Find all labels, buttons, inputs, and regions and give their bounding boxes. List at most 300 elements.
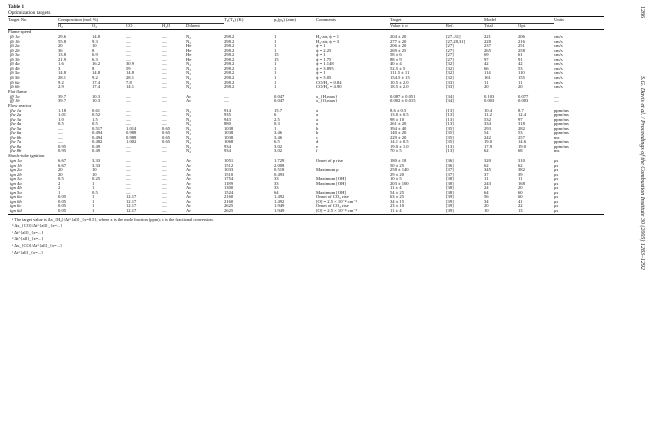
table-cell: 11 bbox=[518, 177, 523, 182]
table-cell: 204 ± 20 bbox=[390, 35, 407, 40]
table-cell: N₂ bbox=[186, 126, 191, 131]
table-cell: 1.729 bbox=[274, 158, 285, 163]
table-cell: 229 ± 20 bbox=[390, 135, 407, 140]
table-cell: 11 bbox=[484, 177, 489, 182]
table-cell: 33 bbox=[274, 177, 279, 182]
table-cell: 3.33 bbox=[92, 163, 101, 168]
table-cell: 0.05 bbox=[58, 209, 92, 214]
table-cell: [27] bbox=[446, 44, 454, 49]
table-cell: — bbox=[126, 181, 131, 186]
table-cell: He bbox=[186, 44, 192, 49]
table-cell: 277 ± 20 bbox=[390, 39, 407, 44]
table-cell: N₂ bbox=[186, 122, 191, 127]
header-composition: Composition (mol %) bbox=[58, 17, 224, 24]
table-cell: 14.8 bbox=[58, 71, 67, 76]
table-cell: flw 2a bbox=[10, 113, 22, 118]
table-cell: 0.65 bbox=[162, 126, 171, 131]
table-cell: 66 bbox=[484, 66, 489, 71]
header-target-no: Target No. bbox=[8, 17, 58, 24]
table-cell: [38] bbox=[446, 186, 454, 191]
header-t5: T₅(T₀) (K) bbox=[224, 17, 274, 24]
table-cell: 1033 bbox=[224, 168, 234, 173]
table-cell: 41 bbox=[518, 199, 523, 204]
table-cell: — bbox=[126, 44, 131, 49]
table-cell: flt 4b bbox=[10, 66, 20, 71]
table-cell: Ar bbox=[186, 209, 224, 214]
table-cell: 15 bbox=[274, 57, 279, 62]
table-cell: 1 bbox=[92, 195, 95, 200]
table-cell: a bbox=[316, 122, 319, 127]
header-target-value: Value ± σ bbox=[390, 23, 446, 30]
table-body bbox=[8, 30, 604, 214]
table-cell: 140 ± 20 bbox=[390, 131, 407, 136]
table-cell: 298.2 bbox=[224, 85, 235, 90]
table-cell: 2625 bbox=[224, 204, 234, 209]
table-cell: Ar bbox=[186, 204, 191, 209]
table-cell: 3 bbox=[58, 66, 61, 71]
table-cell: 91 bbox=[518, 57, 523, 62]
table-cell: 0.05 bbox=[58, 195, 67, 200]
table-cell: [O] = 2.5 × 10⁻⁴ cm⁻³ bbox=[316, 209, 390, 214]
table-cell: 3.02 bbox=[274, 149, 283, 154]
table-cell: — bbox=[58, 135, 63, 140]
table-cell: 68 bbox=[518, 149, 523, 154]
table-cell: 180 ± 18 bbox=[390, 158, 407, 163]
table-cell: N₂ bbox=[186, 35, 191, 40]
table-cell: N₂ bbox=[186, 80, 191, 85]
table-cell: 6.9 bbox=[92, 53, 98, 58]
table-cell: 6 bbox=[274, 113, 277, 118]
table-cell: He bbox=[186, 48, 192, 53]
table-cell: 0.5 bbox=[92, 122, 98, 127]
table-cell: 216 bbox=[518, 39, 525, 44]
table-cell: 61 bbox=[518, 53, 523, 58]
table-cell: — bbox=[126, 53, 131, 58]
table-cell: 1.002 bbox=[126, 140, 137, 145]
table-cell: — bbox=[162, 204, 167, 209]
table-cell: 8.7 bbox=[518, 108, 524, 113]
table-cell: 1.18 bbox=[58, 108, 67, 113]
table-cell: d bbox=[316, 140, 319, 145]
table-cell: 0.087 ± 0.051 bbox=[390, 94, 416, 99]
table-cell: — bbox=[162, 53, 167, 58]
table-cell: 0.5 bbox=[58, 177, 64, 182]
header-comments: Comments bbox=[316, 17, 390, 24]
table-cell: 0.65 bbox=[162, 131, 171, 136]
table-cell: 0.5 bbox=[58, 122, 64, 127]
table-cell: 29 ± 20 bbox=[390, 172, 405, 177]
table-cell: ppm/ms bbox=[554, 126, 569, 131]
table-cell: Ar bbox=[186, 158, 191, 163]
table-cell: 9.2 bbox=[58, 80, 64, 85]
table-cell: 1 bbox=[274, 126, 277, 131]
table-cell: 310 bbox=[518, 158, 525, 163]
table-cell: 14.8 bbox=[92, 35, 101, 40]
table-cell: 59 bbox=[126, 66, 131, 71]
table-cell: 155 bbox=[518, 75, 525, 80]
table-cell: — bbox=[126, 168, 131, 173]
table-cell: — bbox=[126, 122, 131, 127]
table-cell: 298.2 bbox=[224, 57, 235, 62]
table-cell: cm/s bbox=[554, 80, 563, 85]
table-cell: 34 ± 15 bbox=[390, 199, 405, 204]
table-cell: 70 ± 5 bbox=[390, 149, 402, 154]
table-cell: 1068 bbox=[224, 140, 234, 145]
table-cell: flw 5a bbox=[10, 126, 22, 131]
table-cell: 111.5 ± 11 bbox=[390, 71, 410, 76]
table-cell: 1038 bbox=[224, 131, 234, 136]
header-opt: Opt. bbox=[518, 23, 554, 30]
table-cell: — bbox=[162, 168, 167, 173]
table-cell: flt 3b bbox=[10, 57, 20, 62]
table-cell: ppm/ms bbox=[554, 131, 569, 136]
table-cell: — bbox=[126, 163, 131, 168]
table-cell: — bbox=[58, 126, 63, 131]
table-cell: — bbox=[126, 99, 131, 104]
table-cell: 0.5 bbox=[92, 190, 98, 195]
table-cell: 114 bbox=[484, 71, 491, 76]
table-cell: 6.5 bbox=[274, 140, 280, 145]
table-cell: 0.61 bbox=[92, 108, 101, 113]
table-cell: — bbox=[224, 94, 229, 99]
table-cell: 0.49 bbox=[92, 149, 101, 154]
table-cell: 258 bbox=[518, 48, 525, 53]
page-number: 1286 bbox=[639, 6, 645, 18]
table-cell: 16.2 bbox=[92, 62, 101, 67]
table-cell: 0.482 bbox=[92, 140, 103, 145]
table-cell: a bbox=[316, 108, 319, 113]
table-caption bbox=[8, 4, 604, 16]
table-cell: 58 ± 6 bbox=[390, 53, 402, 58]
table-cell: 318 bbox=[518, 122, 525, 127]
table-cell: — bbox=[162, 85, 167, 90]
section-title: Flow reactor bbox=[8, 103, 32, 109]
table-cell: 1 bbox=[92, 204, 95, 209]
table-page bbox=[8, 4, 604, 256]
table-cell: [38] bbox=[446, 181, 454, 186]
footnote: ᵇ Δx_{CO}/Δt^{all}_{x=...} bbox=[12, 223, 63, 229]
table-cell: flw 6b bbox=[10, 135, 22, 140]
table-cell: 0.05 bbox=[58, 204, 67, 209]
table-cell: 257 bbox=[518, 135, 525, 140]
table-cell: [32] bbox=[446, 66, 454, 71]
table-cell: 0.65 bbox=[162, 135, 171, 140]
table-cell: μs bbox=[554, 209, 604, 214]
table-cell: — bbox=[126, 149, 131, 154]
footnote: ᵃ The target value is Δx_{H₂}/Δt^{all}_{x=0.5}, where x is the mole fraction (ppm); c is the fractional conversion. bbox=[12, 216, 214, 222]
table-cell: 24 bbox=[484, 186, 489, 191]
table-cell: [35] bbox=[446, 131, 454, 136]
table-cell: ign 2a bbox=[10, 168, 22, 173]
table-cell: 934 bbox=[224, 149, 231, 154]
table-cell: 88 ± 9 bbox=[390, 57, 402, 62]
table-cell: Onset of CO₂ rise bbox=[316, 195, 349, 200]
table-cell: 298.2 bbox=[224, 35, 235, 40]
table-cell: N₂ bbox=[186, 135, 191, 140]
table-cell: N₂ bbox=[186, 62, 191, 67]
side-margin bbox=[627, 6, 647, 420]
table-cell: N₂ bbox=[186, 85, 191, 90]
table-cell: Ar bbox=[186, 99, 191, 104]
table-cell: 6.67 bbox=[58, 163, 67, 168]
table-cell: 10.3 bbox=[92, 94, 101, 99]
table-cell: 345 bbox=[484, 168, 491, 173]
table-cell: N₂ bbox=[186, 144, 191, 149]
table-cell: f bbox=[316, 149, 318, 154]
table-cell: μs bbox=[554, 172, 559, 177]
table-cell: 20 bbox=[58, 168, 63, 173]
table-cell: [38] bbox=[446, 190, 454, 195]
table-cell: 13.8 bbox=[58, 53, 67, 58]
table-cell: 53 bbox=[518, 66, 523, 71]
table-cell: ign 3a bbox=[10, 177, 22, 182]
table-cell: 62 bbox=[484, 163, 489, 168]
table-cell: 20 bbox=[58, 172, 63, 177]
table-cell: ign 6d bbox=[8, 209, 58, 214]
table-cell: 20 bbox=[484, 85, 489, 90]
table-cell: — bbox=[162, 35, 167, 40]
table-cell: flt 5b bbox=[10, 75, 20, 80]
table-cell: 29.6 bbox=[58, 35, 67, 40]
table-cell: ign 2b bbox=[10, 172, 22, 177]
table-cell: b bbox=[316, 131, 319, 136]
table-cell: 0.518 bbox=[274, 168, 285, 173]
table-cell: 1 bbox=[274, 75, 277, 80]
table-cell: 10.5 ± 2.0 bbox=[390, 80, 409, 85]
table-cell: 265 bbox=[484, 48, 491, 53]
table-cell: flw 8b bbox=[10, 149, 22, 154]
table-cell: — bbox=[162, 66, 167, 71]
table-cell: ign 6a bbox=[10, 195, 22, 200]
table-cell: 2.9 bbox=[58, 85, 64, 90]
table-cell: 943 bbox=[224, 117, 231, 122]
table-cell: 60 bbox=[518, 195, 523, 200]
table-cell: 298.2 bbox=[224, 71, 235, 76]
table-cell: — bbox=[58, 131, 63, 136]
section-title: Flame speed bbox=[8, 29, 32, 35]
header-p5: p₅(p₀) (atm) bbox=[274, 17, 316, 24]
table-cell: 17.4 bbox=[92, 85, 101, 90]
table-cell: [32] bbox=[446, 71, 454, 76]
table-cell: 1 bbox=[274, 44, 277, 49]
table-cell: ϕ = 1.75 bbox=[316, 57, 332, 62]
table-cell: 17.4 bbox=[92, 80, 101, 85]
table-cell: x_{O,max} bbox=[316, 99, 338, 104]
table-cell: — bbox=[162, 94, 167, 99]
table-cell: e bbox=[316, 144, 319, 149]
table-cell: ign 6b bbox=[10, 199, 22, 204]
table-cell: 293 bbox=[484, 126, 491, 131]
table-cell: 11 bbox=[518, 80, 523, 85]
table-cell: 98 ± 10 bbox=[390, 117, 405, 122]
table-cell: flt 6a bbox=[10, 80, 20, 85]
table-cell: 1.5 bbox=[92, 117, 98, 122]
table-cell: 1524 bbox=[224, 190, 234, 195]
table-cell: Ar bbox=[186, 190, 191, 195]
table-cell: 11 ± 4 bbox=[390, 209, 446, 214]
table-cell: cm/s bbox=[554, 35, 563, 40]
table-cell: 228 bbox=[484, 39, 491, 44]
table-cell: μs bbox=[554, 190, 559, 195]
table-cell: 298.2 bbox=[224, 39, 235, 44]
table-cell: [34] bbox=[446, 94, 454, 99]
table-cell: — bbox=[162, 186, 167, 191]
table-cell: 1.949 bbox=[274, 209, 316, 214]
table-cell: 298.2 bbox=[224, 75, 235, 80]
table-cell: [36] bbox=[446, 158, 454, 163]
table-cell: 0.493 bbox=[274, 172, 285, 177]
table-cell: 1.6 bbox=[58, 62, 64, 67]
table-cell: 880 bbox=[224, 122, 231, 127]
table-cell: μs bbox=[554, 181, 559, 186]
table-cell: 11 bbox=[484, 80, 489, 85]
table-cell: [13] bbox=[446, 108, 454, 113]
table-cell: 97 bbox=[484, 57, 489, 62]
table-cell: — bbox=[126, 113, 131, 118]
table-cell: Onset of p rise bbox=[316, 158, 343, 163]
table-cell: 2.008 bbox=[274, 163, 285, 168]
table-cell: 1 bbox=[58, 190, 61, 195]
section-title: Flat flame bbox=[8, 89, 27, 94]
table-cell: 62 bbox=[518, 163, 523, 168]
table-cell: 28.1 bbox=[126, 75, 135, 80]
table-cell: cm/s bbox=[554, 62, 563, 67]
table-cell: 1 bbox=[274, 66, 277, 71]
table-cell: flt 1a bbox=[10, 35, 20, 40]
table-cell: Ar bbox=[186, 172, 191, 177]
table-cell: ign 4b bbox=[10, 186, 22, 191]
table-cell: 33 bbox=[274, 181, 279, 186]
table-cell: 12.17 bbox=[126, 204, 137, 209]
footnote: ᵈ Δt^{all}_{x=...} bbox=[12, 236, 44, 242]
table-cell: 12.17 bbox=[126, 195, 137, 200]
table-cell: 64 bbox=[484, 190, 489, 195]
table-cell: 28.1 bbox=[58, 75, 67, 80]
table-cell: ϕ = 1.148 bbox=[316, 62, 334, 67]
header-ref: Ref. bbox=[446, 23, 484, 30]
table-cell: [27,28,31] bbox=[446, 39, 466, 44]
table-cell: 206 ± 20 bbox=[390, 44, 407, 49]
table-cell: 251 bbox=[518, 44, 525, 49]
table-cell: 22 bbox=[518, 204, 523, 209]
table-cell: — bbox=[162, 48, 167, 53]
table-cell: CO/H₂ = 4.90 bbox=[316, 85, 342, 90]
table-cell: μs bbox=[554, 199, 559, 204]
table-cell: ign 6c bbox=[10, 204, 22, 209]
table-cell: 1.014 bbox=[126, 126, 137, 131]
table-cell: 1.01 bbox=[58, 113, 67, 118]
table-cell: 221 bbox=[484, 35, 491, 40]
table-cell: N₂ bbox=[186, 39, 191, 44]
table-cell: 52.5 ± 5 bbox=[390, 66, 406, 71]
table-cell: 0.103 bbox=[484, 94, 495, 99]
table-cell: flw 6a bbox=[10, 131, 22, 136]
table-cell: cm/s bbox=[554, 71, 563, 76]
table-cell: 0.517 bbox=[92, 126, 103, 131]
table-cell: Ar bbox=[186, 168, 191, 173]
table-cell: 0.077 bbox=[518, 94, 529, 99]
table-cell: 60 bbox=[518, 190, 523, 195]
table-cell: 62 bbox=[484, 149, 489, 154]
table-cell: — bbox=[126, 39, 131, 44]
table-cell: 914 bbox=[224, 108, 231, 113]
table-cell: 1038 bbox=[224, 135, 234, 140]
table-cell: 0.52 bbox=[92, 113, 101, 118]
table-cell: — bbox=[162, 190, 167, 195]
table-cell: ppm/ms bbox=[554, 108, 569, 113]
table-cell: N₂ bbox=[186, 75, 191, 80]
table-cell: 10 bbox=[484, 209, 518, 214]
table-cell: — bbox=[162, 117, 167, 122]
table-cell: 37 bbox=[484, 172, 489, 177]
table-cell: 7.8 bbox=[126, 80, 132, 85]
table-cell: [39] bbox=[446, 204, 454, 209]
table-cell: 56 bbox=[484, 195, 489, 200]
table-cell: — bbox=[162, 172, 167, 177]
table-cell: — bbox=[126, 48, 131, 53]
table-cell: b bbox=[316, 126, 319, 131]
table-cell: 532 bbox=[484, 117, 491, 122]
table-cell: ϕ = 1 bbox=[316, 71, 326, 76]
table-cell: 1754 bbox=[224, 177, 234, 182]
table-cell: flt 6b bbox=[10, 85, 20, 90]
table-cell: 39 bbox=[518, 172, 523, 177]
table-cell: fff 1a bbox=[10, 94, 20, 99]
table-cell: 298.2 bbox=[224, 62, 235, 67]
table-cell: ϕ = 3.895 bbox=[316, 66, 334, 71]
table-cell: 14.1 ± 0.5 bbox=[390, 140, 409, 145]
table-cell: 1 bbox=[274, 39, 277, 44]
table-cell: 298.2 bbox=[224, 53, 235, 58]
table-cell: [39] bbox=[446, 199, 454, 204]
table-cell: 1038 bbox=[224, 126, 234, 131]
table-cell: flw 8a bbox=[10, 144, 22, 149]
table-cell: [O] = 2.5 × 10⁻⁴ cm⁻³ bbox=[316, 199, 358, 204]
table-cell: — bbox=[162, 62, 167, 67]
table-cell: CO/H₂ = 0.84 bbox=[316, 80, 342, 85]
table-cell: flw 1a bbox=[10, 108, 22, 113]
table-cell: He bbox=[186, 57, 192, 62]
table-cell: 97 bbox=[518, 117, 523, 122]
table-cell: ϕ = 1 bbox=[316, 44, 326, 49]
table-cell: 10 bbox=[92, 44, 97, 49]
table-cell: [33] bbox=[446, 80, 454, 85]
table-cell: [39] bbox=[446, 209, 484, 214]
table-cell: [37] bbox=[446, 168, 454, 173]
table-title: Optimization targets bbox=[8, 10, 51, 16]
table-cell: N₂ bbox=[186, 149, 191, 154]
table-cell: 2.5 bbox=[274, 117, 280, 122]
table-cell: 242 bbox=[484, 135, 491, 140]
table-cell: 13 bbox=[518, 209, 554, 214]
table-cell: 14.6 bbox=[518, 140, 527, 145]
table-cell: fff 1b bbox=[10, 99, 20, 104]
table-cell: [35] bbox=[446, 135, 454, 140]
table-cell: 42 bbox=[518, 62, 523, 67]
table-cell: [13] bbox=[446, 149, 454, 154]
table-cell: N₂ bbox=[186, 113, 191, 118]
table-cell: 0.047 bbox=[274, 94, 285, 99]
table-cell: 1 bbox=[274, 62, 277, 67]
table-cell: — bbox=[162, 99, 167, 104]
table-cell: 935 bbox=[224, 113, 231, 118]
table-cell: 9.3 bbox=[92, 39, 98, 44]
table-cell: [35] bbox=[446, 126, 454, 131]
table-cell: ign 1a bbox=[10, 158, 22, 163]
table-cell: μs bbox=[554, 163, 559, 168]
table-cell: 394 ± 40 bbox=[390, 126, 407, 131]
table-cell: Maximum [OH] bbox=[316, 181, 346, 186]
